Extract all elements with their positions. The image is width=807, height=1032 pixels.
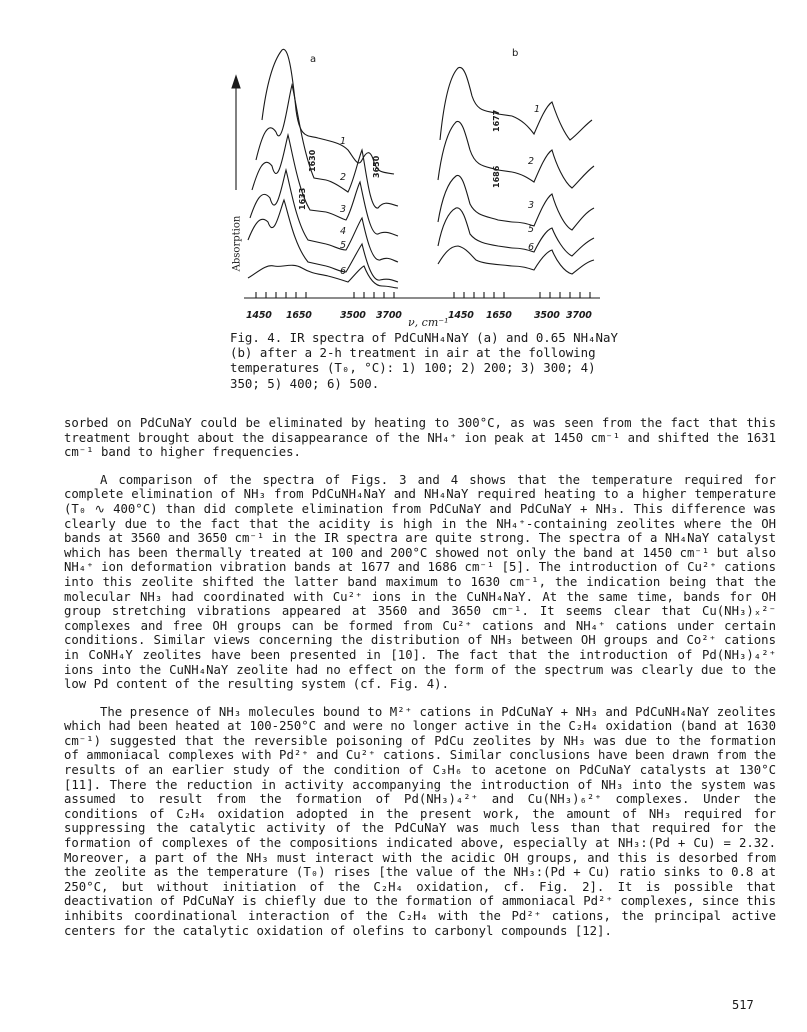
- paragraph-1: sorbed on PdCuNaY could be eliminated by heating to 300°C, as was seen from the fact that this treatment brought about the disappearance of the NH₄⁺ ion peak at 1450 cm⁻¹ and shifted the 1631 cm⁻¹ band to higher frequencies.: [64, 416, 776, 460]
- absorption-arrow-head: [232, 76, 240, 88]
- tick-b-1650: 1650: [486, 310, 512, 321]
- curve-b-1-label: 1: [534, 104, 541, 115]
- curve-a-2-label: 2: [340, 172, 347, 183]
- curve-b-3-label: 3: [528, 200, 535, 211]
- panel-b-curves-high: [512, 102, 594, 274]
- figure-caption: Fig. 4. IR spectra of PdCuNH₄NaY (a) and 0.65 NH₄NaY (b) after a 2-h treatment in air at the following temperatures (T₀, °C): 1) 100; 2) 200; 3) 300; 4) 350; 5) 400; 6) 500.: [230, 330, 618, 391]
- body-text: [64, 416, 776, 951]
- curve-b-5-label: 5: [528, 224, 535, 235]
- peak-label-1677: 1677: [492, 109, 501, 132]
- spectra-plot: [222, 40, 602, 330]
- tick-b-1450: 1450: [448, 310, 474, 321]
- curve-a-4-label: 4: [340, 226, 347, 237]
- peak-label-1686: 1686: [492, 165, 501, 188]
- curve-a-6-label: 6: [340, 266, 347, 277]
- panel-b-label: b: [512, 48, 519, 59]
- x-axis-label: ν, cm⁻¹: [408, 316, 449, 329]
- tick-b-3700: 3700: [566, 310, 592, 321]
- tick-a-3700: 3700: [376, 310, 402, 321]
- page-number: 517: [732, 998, 754, 1012]
- tick-a-1650: 1650: [286, 310, 312, 321]
- peak-label-1630: 1630: [308, 149, 317, 172]
- curve-a-1-label: 1: [340, 136, 347, 147]
- x-axis-ticks: [256, 292, 590, 298]
- paragraph-2: A comparison of the spectra of Figs. 3 and 4 shows that the temperature required for complete elimination of NH₃ from PdCuNH₄NaY and NH₄NaY required heating to a higher temperature (T₀ ∿ 400°C) than did complete elimination from PdCuNaY and PdCuNaY + NH₃. This difference was clearly due to the fact that the acidity is high in the NH₄⁺-containing zeolites where the OH bands at 3560 and 3650 cm⁻¹ in the IR spectra are quite strong. The spectra of a NH₄NaY catalyst which has been thermally treated at 100 and 200°C showed not only the band at 1450 cm⁻¹ but also NH₄⁺ ion deformation vibration bands at 1677 and 1686 cm⁻¹ [5]. The introduction of Cu²⁺ cations into this zeolite shifted the latter band maximum to 1630 cm⁻¹, the indication being that the molecular NH₃ had coordinated with Cu²⁺ ions in the CuNH₄NaY. At the same time, bands for OH group stretching vibrations appeared at 3560 and 3650 cm⁻¹. It seems clear that Cu(NH₃)ₓ²⁻ complexes and free OH groups can be formed from Cu²⁺ cations and NH₄⁺ cations under certain conditions. Similar views concerning the distribution of NH₃ between OH groups and Co²⁺ cations in CoNH₄Y zeolites have been presented in [10]. The fact that the introduction of Pd(NH₃)₄²⁺ ions into the CuNH₄NaY zeolite had no effect on the form of the spectrum was clearly due to the low Pd content of the resulting system (cf. Fig. 4).: [64, 472, 776, 692]
- curve-b-6-label: 6: [528, 242, 535, 253]
- curve-b-2-label: 2: [528, 156, 535, 167]
- tick-a-3500: 3500: [340, 310, 366, 321]
- panel-a-label: a: [310, 54, 317, 65]
- y-axis-label: Absorption: [231, 215, 243, 272]
- peak-label-1633: 1633: [298, 187, 307, 210]
- paragraph-3: The presence of NH₃ molecules bound to M²⁺ cations in PdCuNaY + NH₃ and PdCuNH₄NaY zeolites which had been heated at 100-250°C and were no longer active in the C₂H₄ oxidation (band at 1630 cm⁻¹) suggested that the reversible poisoning of PdCu zeolites by NH₃ was due to the formation of ammoniacal complexes with Pd²⁺ and Cu²⁺ cations. Similar conclusions have been drawn from the results of an earlier study of the condition of C₃H₆ to acetone on PdCuNaY catalysts at 130°C [11]. There the reduction in activity accompanying the introduction of NH₃ into the system was assumed to result from the formation of Pd(NH₃)₄²⁺ and Cu(NH₃)₆²⁺ complexes. Under the conditions of C₂H₄ oxidation adopted in the present work, the amount of NH₃ required for suppressing the catalytic activity of the PdCuNaY was much less than that required for the formation of complexes of the compositions indicated above, especially at NH₃:(Pd + Cu) = 2.32. Moreover, a part of the NH₃ must interact with the acidic OH groups, and this is desorbed from the zeolite as the temperature (T₀) rises [the value of the NH₃:(Pd + Cu) ratio sinks to 0.8 at 250°C, but without initiation of the C₂H₄ oxidation, cf. Fig. 2]. It is possible that deactivation of PdCuNaY is chiefly due to the formation of ammoniacal Pd²⁺ complexes, since this inhibits coordinational interaction of the C₂H₄ with the Pd²⁺ cations, the principal active centers for the catalytic oxidation of olefins to carbonyl compounds [12].: [64, 704, 776, 938]
- ir-spectra-figure: [222, 40, 602, 330]
- curve-a-3-label: 3: [340, 204, 347, 215]
- curve-a-5-label: 5: [340, 240, 347, 251]
- panel-a-curves-high: [326, 140, 398, 288]
- tick-a-1450: 1450: [246, 310, 272, 321]
- tick-b-3500: 3500: [534, 310, 560, 321]
- peak-label-3650: 3650: [372, 155, 381, 178]
